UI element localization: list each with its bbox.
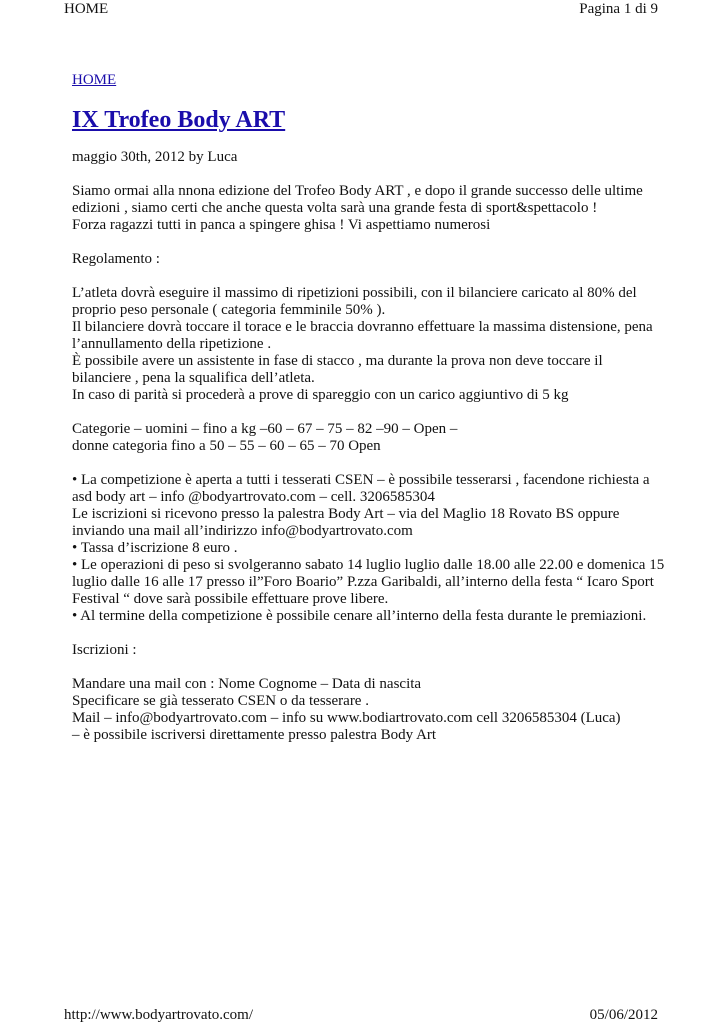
text-line: Forza ragazzi tutti in panca a spingere ghisa ! Vi aspettiamo numerosi (72, 217, 491, 233)
text-line: Categorie – uomini – fino a kg –60 – 67 – 75 – 82 –90 – Open – (72, 421, 458, 437)
text-line: È possibile avere un assistente in fase di stacco , ma durante la prova non deve toccare il (72, 353, 603, 369)
text-line: Le iscrizioni si ricevono presso la palestra Body Art – via del Maglio 18 Rovato BS oppure (72, 506, 620, 522)
text-line: luglio dalle 16 alle 17 presso il”Foro Boario” P.zza Garibaldi, all’interno della festa “ Icaro Sport (72, 574, 654, 590)
categories-paragraph (72, 421, 652, 455)
registration-paragraph (72, 676, 652, 744)
text-line: Mail – info@bodyartrovato.com – info su www.bodiartrovato.com cell 3206585304 (Luca) (72, 710, 621, 726)
text-line: proprio peso personale ( categoria femminile 50% ). (72, 302, 386, 318)
post-meta: maggio 30th, 2012 by Luca (72, 149, 238, 165)
text-line: bilanciere , pena la squalifica dell’atleta. (72, 370, 315, 386)
intro-paragraph (72, 183, 652, 234)
home-link[interactable]: HOME (72, 72, 117, 88)
text-line: L’atleta dovrà eseguire il massimo di ripetizioni possibili, con il bilanciere caricato al 80% del (72, 285, 637, 301)
footer-url: http://www.bodyartrovato.com/ (64, 1007, 253, 1023)
header-page-number: Pagina 1 di 9 (579, 1, 658, 17)
text-line: Festival “ dove sarà possibile effettuare prove libere. (72, 591, 389, 607)
header-section-title: HOME (64, 1, 109, 17)
text-line: Siamo ormai alla nnona edizione del Trofeo Body ART , e dopo il grande successo delle ultime (72, 183, 643, 199)
rules-heading: Regolamento : (72, 251, 160, 267)
text-line: asd body art – info @bodyartrovato.com – cell. 3206585304 (72, 489, 435, 505)
print-footer (64, 1006, 658, 1024)
post-title-link[interactable]: IX Trofeo Body ART (72, 107, 286, 133)
text-line: Mandare una mail con : Nome Cognome – Data di nascita (72, 676, 422, 692)
registration-heading: Iscrizioni : (72, 642, 137, 658)
post-title (72, 106, 652, 134)
rules-paragraph (72, 285, 652, 404)
text-line: Il bilanciere dovrà toccare il torace e le braccia dovranno effettuare la massima distensione, pena (72, 319, 653, 335)
text-line: l’annullamento della ripetizione . (72, 336, 272, 352)
text-line: donne categoria fino a 50 – 55 – 60 – 65 – 70 Open (72, 438, 381, 454)
text-line: • Al termine della competizione è possibile cenare all’interno della festa durante le premiazioni. (72, 608, 647, 624)
text-line: • La competizione è aperta a tutti i tesserati CSEN – è possibile tesserarsi , facendone richiesta a (72, 472, 650, 488)
text-line: edizioni , siamo certi che anche questa volta sarà una grande festa di sport&spettacolo ! (72, 200, 598, 216)
text-line: Specificare se già tesserato CSEN o da tesserare . (72, 693, 369, 709)
print-header (64, 0, 658, 18)
text-line: inviando una mail all’indirizzo info@bodyartrovato.com (72, 523, 413, 539)
footer-date: 05/06/2012 (589, 1007, 658, 1023)
text-line: • Tassa d’iscrizione 8 euro . (72, 540, 238, 556)
text-line: – è possibile iscriversi direttamente presso palestra Body Art (72, 727, 437, 743)
info-paragraph (72, 472, 665, 625)
post-content (72, 72, 665, 744)
text-line: In caso di parità si procederà a prove di spareggio con un carico aggiuntivo di 5 kg (72, 387, 569, 403)
text-line: • Le operazioni di peso si svolgeranno sabato 14 luglio luglio dalle 18.00 alle 22.00 e domenica 15 (72, 557, 665, 573)
